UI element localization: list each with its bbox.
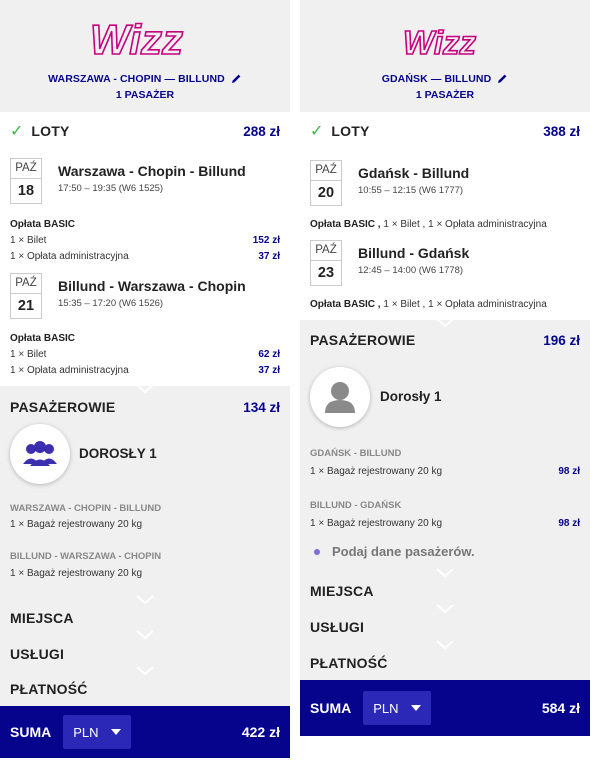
section-title: LOTY <box>331 123 370 139</box>
svg-text:Wizz: Wizz <box>90 16 183 63</box>
chevron-down-icon <box>435 568 455 578</box>
chevron-down-icon <box>135 384 155 394</box>
bag-route: BILLUND - WARSZAWA - CHOPIN <box>10 551 162 562</box>
flight-name: Billund - Warszawa - Chopin <box>58 278 246 294</box>
flight-item <box>310 160 580 206</box>
edit-pencil-icon[interactable] <box>497 73 508 87</box>
payment-section-header[interactable] <box>300 652 590 674</box>
person-avatar-icon <box>310 367 370 427</box>
route-title: GDAŃSK — BILLUND <box>300 73 590 87</box>
currency-select[interactable] <box>63 715 131 749</box>
date-box <box>10 273 42 319</box>
currency-value: PLN <box>73 724 99 740</box>
date-box <box>310 240 342 286</box>
section-title: LOTY <box>31 123 70 139</box>
chevron-down-icon <box>135 630 155 640</box>
avatar <box>310 367 370 427</box>
services-section-header[interactable] <box>300 616 590 638</box>
bag-row: 1 × Bagaż rejestrowany 20 kg 98 zł <box>310 518 580 529</box>
date-day: 21 <box>17 298 35 314</box>
date-month: PAŹ <box>311 241 341 261</box>
fee-row: 1 × Opłata administracyjna 37 zł <box>10 251 280 262</box>
passenger-name: DOROSŁY 1 <box>79 446 157 461</box>
caret-down-icon <box>411 705 421 711</box>
passengers-section-header[interactable] <box>300 329 590 351</box>
chevron-down-icon <box>435 604 455 614</box>
passengers-section-header[interactable] <box>0 396 290 418</box>
services-section-header[interactable] <box>0 643 290 665</box>
chevron-down-icon <box>435 640 455 650</box>
family-avatar-icon <box>10 424 70 484</box>
bullet-icon <box>314 549 320 555</box>
date-day: 20 <box>317 185 335 201</box>
chevron-down-icon <box>135 595 155 605</box>
fee-summary: Opłata BASIC , 1 × Bilet , 1 × Opłata administracyjna <box>310 299 547 310</box>
flights-section-header[interactable] <box>0 120 290 142</box>
total-bar <box>300 680 590 736</box>
avatar <box>10 424 70 484</box>
section-title: MIEJSCA <box>310 583 374 599</box>
wizz-logo <box>400 22 490 62</box>
passenger-count: 1 PASAŻER <box>415 89 475 101</box>
fee-title: Opłata BASIC <box>10 219 76 230</box>
bag-route: WARSZAWA - CHOPIN - BILLUND <box>10 503 162 514</box>
section-title: MIEJSCA <box>10 610 74 626</box>
section-price: 134 zł <box>243 399 280 415</box>
section-title: PŁATNOŚĆ <box>310 655 388 671</box>
flight-time: 17:50 – 19:35 (W6 1525) <box>58 183 164 194</box>
payment-section-header[interactable] <box>0 678 290 700</box>
bag-row: 1 × Bagaż rejestrowany 20 kg 98 zł <box>310 466 580 477</box>
passenger-count: 1 PASAŻER <box>115 89 175 101</box>
section-price: 196 zł <box>543 332 580 348</box>
section-title: USŁUGI <box>310 619 365 635</box>
section-title: PASAŻEROWIE <box>310 332 416 348</box>
section-title: USŁUGI <box>10 646 65 662</box>
date-day: 18 <box>17 183 35 199</box>
date-month: PAŹ <box>11 159 41 179</box>
seats-section-header[interactable] <box>300 580 590 602</box>
flight-time: 12:45 – 14:00 (W6 1778) <box>358 265 464 276</box>
chevron-down-icon <box>435 318 455 328</box>
flight-time: 15:35 – 17:20 (W6 1526) <box>58 298 164 309</box>
flight-item <box>310 240 580 286</box>
total-label: SUMA <box>310 700 352 716</box>
summary-header <box>300 0 590 112</box>
section-price: 288 zł <box>243 123 280 139</box>
section-title: PASAŻEROWIE <box>10 399 116 415</box>
fee-summary: Opłata BASIC , 1 × Bilet , 1 × Opłata administracyjna <box>310 219 547 230</box>
date-month: PAŹ <box>11 274 41 294</box>
date-month: PAŹ <box>311 161 341 181</box>
flights-section-header[interactable] <box>300 120 590 142</box>
wizz-logo <box>86 14 204 64</box>
check-icon: ✓ <box>310 123 324 140</box>
fill-passenger-data-link[interactable] <box>314 544 475 559</box>
flight-name: Warszawa - Chopin - Billund <box>58 163 246 179</box>
fee-row: 1 × Opłata administracyjna 37 zł <box>10 365 280 376</box>
bag-row: 1 × Bagaż rejestrowany 20 kg <box>10 568 143 579</box>
route-title: WARSZAWA - CHOPIN — BILLUND <box>0 73 290 87</box>
date-day: 23 <box>317 265 335 281</box>
bag-route: GDAŃSK - BILLUND <box>310 448 402 459</box>
section-title: PŁATNOŚĆ <box>10 681 88 697</box>
flight-item <box>10 273 280 319</box>
booking-summary-right <box>300 0 590 736</box>
total-label: SUMA <box>10 724 52 740</box>
summary-header <box>0 0 290 112</box>
total-amount: 584 zł <box>541 700 580 716</box>
currency-value: PLN <box>373 700 399 716</box>
svg-text:Wizz: Wizz <box>403 24 477 61</box>
total-amount: 422 zł <box>241 724 280 740</box>
booking-summary-left <box>0 0 290 765</box>
fee-row: 1 × Bilet 62 zł <box>10 349 280 360</box>
date-box <box>10 158 42 204</box>
hint-text: Podaj dane pasażerów. <box>332 544 475 559</box>
date-box <box>310 160 342 206</box>
total-bar <box>0 706 290 758</box>
passenger-name: Dorosły 1 <box>380 389 442 404</box>
fee-title: Opłata BASIC <box>10 333 76 344</box>
flight-name: Gdańsk - Billund <box>358 165 470 181</box>
check-icon: ✓ <box>10 123 24 140</box>
currency-select[interactable] <box>363 691 431 725</box>
flight-item <box>10 158 280 204</box>
flight-name: Billund - Gdańsk <box>358 245 470 261</box>
edit-pencil-icon[interactable] <box>231 73 242 87</box>
chevron-down-icon <box>135 666 155 676</box>
fee-row: 1 × Bilet 152 zł <box>10 235 280 246</box>
seats-section-header[interactable] <box>0 607 290 629</box>
bag-row: 1 × Bagaż rejestrowany 20 kg <box>10 519 143 530</box>
bag-route: BILLUND - GDAŃSK <box>310 500 402 511</box>
caret-down-icon <box>111 729 121 735</box>
section-price: 388 zł <box>543 123 580 139</box>
flight-time: 10:55 – 12:15 (W6 1777) <box>358 185 464 196</box>
